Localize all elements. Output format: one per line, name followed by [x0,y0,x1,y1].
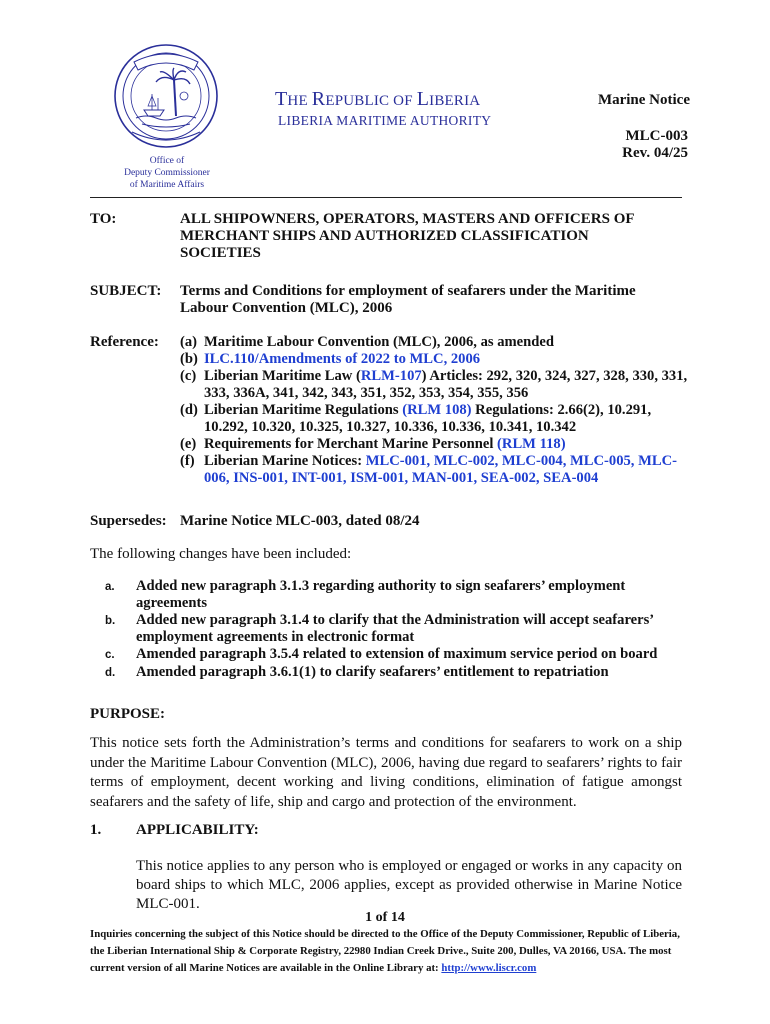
reference-link[interactable]: (RLM 118) [497,436,566,452]
authority-name: LIBERIA MARITIME AUTHORITY [278,113,492,128]
reference-link[interactable]: ILC.110/Amendments of 2022 to MLC, 2006 [204,351,481,367]
reference-text [204,334,690,351]
change-key: b. [105,615,116,627]
to-label: TO: [90,211,117,227]
page-number: 1 of 14 [365,910,405,925]
purpose-text: This notice sets forth the Administration’s terms and conditions for seafarers to work on a ship under the Maritime Labour Convention (MLC), 2006, having due regard to seafarers’ rights to fair terms of employment, decent working and living conditions, elimination of fatigue amongst seafarers and the safety of life, ship and cargo and protection of the environment. [90,735,682,810]
subject-label: SUBJECT: [90,283,162,299]
section-heading: APPLICABILITY: [136,822,259,838]
change-item [105,578,695,612]
reference-item [180,368,690,402]
reference-item [180,402,690,436]
reference-text-part: Maritime Labour Convention (MLC), 2006, as amended [204,334,554,350]
footer-text [90,926,686,977]
footer-body: Inquiries concerning the subject of this Notice should be directed to the Office of the Deputy Commissioner, Republic of Liberia, the Liberian International Ship & Corporate Registry, 22980 Indian Creek Drive., Suite 200, Dulles, VA 20166, USA. The most current version of all Marine Notices are available in the Online Library at: [90,928,680,974]
change-item [105,612,695,646]
change-text: Amended paragraph 3.6.1(1) to clarify seafarers’ entitlement to repatriation [136,664,609,680]
reference-link[interactable]: MLC-001, MLC-002, MLC-004, MLC-005, MLC-006, INS-001, INT-001, ISM-001, MAN-001, SEA-002, SEA-004 [204,453,678,486]
to-value [180,211,680,262]
reference-key: (f) [180,453,195,469]
change-key: c. [105,649,115,661]
reference-text-part: Liberian Marine Notices: [204,453,366,469]
change-text: Added new paragraph 3.1.3 regarding authority to sign seafarers’ employment agreements [136,578,626,611]
to-line: ALL SHIPOWNERS, OPERATORS, MASTERS AND OFFICERS OF [180,211,635,227]
reference-text [204,436,690,453]
to-line: SOCIETIES [180,245,261,261]
reference-item [180,351,690,368]
change-key: d. [105,667,116,679]
subject-line: Terms and Conditions for employment of seafarers under the Maritime [180,283,636,299]
liberia-seal-icon [112,40,220,152]
reference-key: (c) [180,368,197,384]
changes-list [105,578,695,682]
office-line: Office of [149,156,185,166]
change-item [105,646,695,664]
reference-item [180,334,690,351]
purpose-heading: PURPOSE: [90,706,165,722]
change-item [105,664,695,682]
changes-intro: The following changes have been included: [90,546,352,562]
reference-text-part: Requirements for Merchant Marine Personnel [204,436,498,452]
notice-number: MLC-003 [625,128,688,144]
to-line: MERCHANT SHIPS AND AUTHORIZED CLASSIFICATION [180,228,589,244]
section-text: This notice applies to any person who is employed or engaged or works in any capacity on board ships to which MLC, 2006 applies, except as provided otherwise in Marine Notice MLC-001. [136,858,682,912]
office-line: of Maritime Affairs [129,180,205,190]
reference-label: Reference: [90,334,159,350]
header-divider [90,197,682,198]
page-title: THE REPUBLIC OF LIBERIA [275,88,481,110]
revision: Rev. 04/25 [622,145,688,161]
subject-line: Labour Convention (MLC), 2006 [180,300,393,316]
reference-text-part: Liberian Maritime Law ( [204,368,361,384]
reference-text [204,351,690,368]
change-key: a. [105,581,115,593]
office-line: Deputy Commissioner [124,168,210,178]
reference-key: (a) [180,334,198,350]
reference-key: (d) [180,402,198,418]
change-text: Amended paragraph 3.5.4 related to extension of maximum service period on board [136,646,658,662]
reference-list [180,334,690,487]
reference-text [204,368,690,402]
notice-id-block [622,128,688,162]
reference-link[interactable]: (RLM 108) [402,402,472,418]
online-library-link[interactable]: http://www.liscr.com [441,962,537,974]
supersedes-value: Marine Notice MLC-003, dated 08/24 [180,513,420,529]
subject-value [180,283,680,317]
reference-text-part: Regulations: 2.66(2), 10.291, 10.292, 10.320, 10.325, 10.327, 10.336, 10.336, 10.341, 10.342 [204,402,652,435]
change-text: Added new paragraph 3.1.4 to clarify that the Administration will accept seafarers’ employment agreements in electronic format [136,612,654,645]
reference-text-part: Liberian Maritime Regulations [204,402,403,418]
notice-type: Marine Notice [597,92,690,108]
reference-item [180,436,690,453]
reference-item [180,453,690,487]
reference-key: (e) [180,436,197,452]
reference-link[interactable]: RLM-107 [360,368,422,384]
reference-text-part: ) Articles: 292, 320, 324, 327, 328, 330, 331, 333, 336A, 341, 342, 343, 351, 352, 353, 354, 355, 356 [204,368,688,401]
supersedes-label: Supersedes: [90,513,167,529]
office-block [100,155,234,191]
section-number: 1. [90,822,102,838]
reference-text [204,453,690,487]
reference-text [204,402,690,436]
reference-key: (b) [180,351,198,367]
